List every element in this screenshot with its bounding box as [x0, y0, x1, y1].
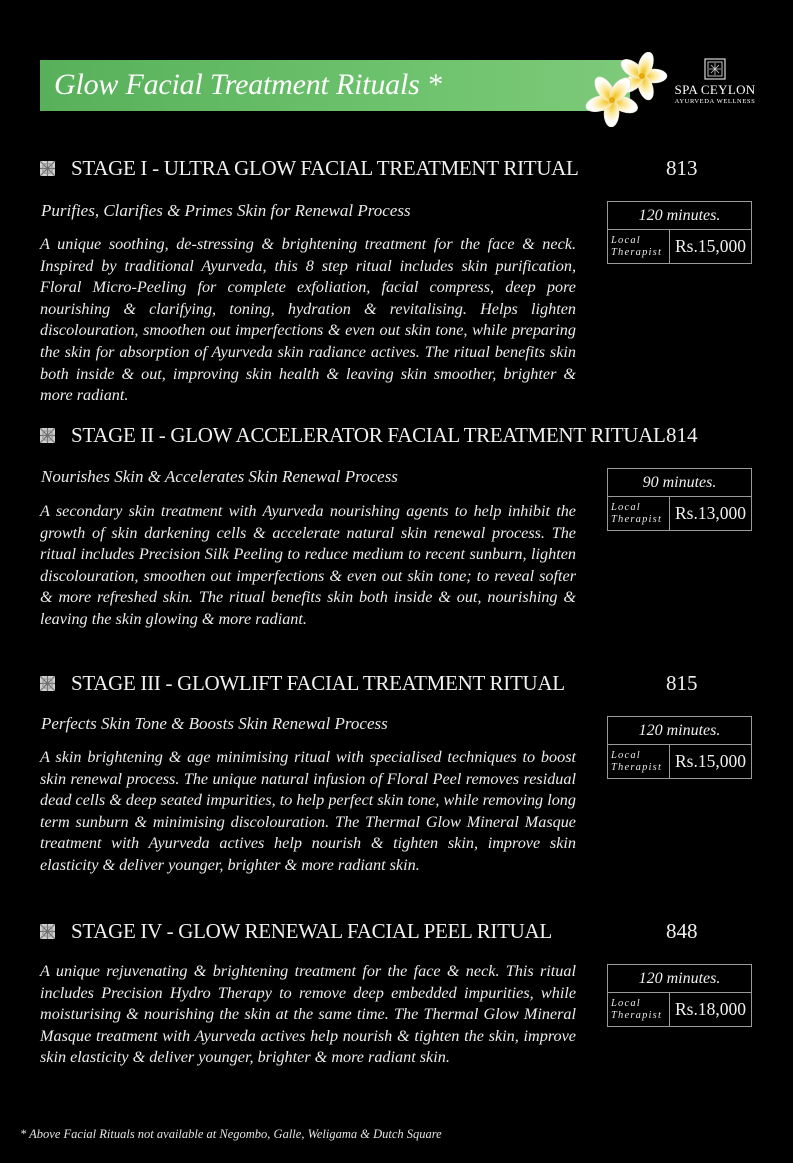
- stage-description: A unique rejuvenating & brightening treatment for the face & neck. This ritual includes Precision Hydro Therapy to remove deep embedded impurities, while moisturising & nourishing the skin at the same time. The Thermal Glow Mineral Masque treatment with Ayurveda actives help nourish & tighten the skin, improve skin elasticity & deliver younger, brighter & more radiant skin.: [40, 962, 576, 1067]
- price-value: Rs.13,000: [675, 503, 746, 523]
- duration: 120 minutes.: [608, 717, 751, 745]
- logo-tagline: AYURVEDA WELLNESS: [674, 98, 756, 105]
- stage-title: STAGE IV - GLOW RENEWAL FACIAL PEEL RITUAL: [71, 919, 552, 943]
- bullet-square-icon: [40, 161, 55, 176]
- duration: 120 minutes.: [608, 202, 751, 230]
- price-box: [607, 716, 752, 779]
- stage-title: STAGE III - GLOWLIFT FACIAL TREATMENT RITUAL: [71, 671, 565, 695]
- brand-logo: [670, 58, 760, 105]
- stage-subtitle: Perfects Skin Tone & Boosts Skin Renewal Process: [41, 714, 388, 733]
- stage-code: 848: [666, 919, 698, 943]
- therapist-label: Local Therapist: [608, 497, 670, 530]
- price-value: Rs.15,000: [675, 751, 746, 771]
- price-value: Rs.15,000: [675, 236, 746, 256]
- footnote: * Above Facial Rituals not available at Negombo, Galle, Weligama & Dutch Square: [20, 1127, 442, 1141]
- frangipani-flowers-icon: [584, 52, 674, 127]
- bullet-square-icon: [40, 924, 55, 939]
- therapist-label: Local Therapist: [608, 993, 670, 1026]
- price-box: [607, 201, 752, 264]
- duration: 90 minutes.: [608, 469, 751, 497]
- page-title: Glow Facial Treatment Rituals *: [54, 68, 442, 101]
- spa-ceylon-logo-icon: [704, 58, 726, 80]
- bullet-square-icon: [40, 428, 55, 443]
- stage-description: A skin brightening & age minimising ritual with specialised techniques to boost skin renewal process. The unique natural infusion of Floral Peel removes residual dead cells & deep seated impurities, to help perfect skin tone, while removing long term sunburn & minimising discolouration. The Thermal Glow Mineral Masque treatment with Ayurveda actives help nourish & tighten skin, improve skin elasticity & deliver younger, brighter & more radiant skin.: [40, 748, 576, 874]
- stage-title: STAGE II - GLOW ACCELERATOR FACIAL TREATMENT RITUAL: [71, 423, 666, 447]
- stage-description: A unique soothing, de-stressing & brightening treatment for the face & neck. Inspired by traditional Ayurveda, this 8 step ritual includes skin purification, Floral Micro-Peeling for complete exfoliation, facial compress, deep pore nourishing & clarifying, toning, hydration & revitalising. Helps lighten discolouration, smoothen out imperfections & even out skin tone, while preparing the skin for absorption of Ayurveda skin radiance actives. The ritual benefits skin both inside & out, improving skin health & leaving skin smoother, brighter & more radiant.: [40, 235, 576, 405]
- therapist-label: Local Therapist: [608, 230, 670, 263]
- stage-description: A secondary skin treatment with Ayurveda nourishing agents to help inhibit the growth of skin darkening cells & accelerate natural skin renewal process. The ritual includes Precision Silk Peeling to reduce medium to recent sunburn, lighten discolouration, smoothen out imperfections & even out skin tone; to reveal softer & more refreshed skin. The ritual benefits skin both inside & out, nourishing & leaving the skin glowing & more radiant.: [40, 502, 576, 628]
- duration: 120 minutes.: [608, 965, 751, 993]
- stage-subtitle: Purifies, Clarifies & Primes Skin for Renewal Process: [41, 201, 411, 220]
- stage-code: 814: [666, 423, 698, 447]
- price-box: [607, 468, 752, 531]
- therapist-label: Local Therapist: [608, 745, 670, 778]
- header-banner: [40, 60, 630, 111]
- bullet-square-icon: [40, 676, 55, 691]
- stage-code: 815: [666, 671, 698, 695]
- stage-title: STAGE I - ULTRA GLOW FACIAL TREATMENT RITUAL: [71, 156, 579, 180]
- stage-code: 813: [666, 156, 698, 180]
- logo-name: SPA CEYLON: [674, 82, 756, 97]
- price-value: Rs.18,000: [675, 999, 746, 1019]
- stage-subtitle: Nourishes Skin & Accelerates Skin Renewal Process: [41, 467, 398, 486]
- price-box: [607, 964, 752, 1027]
